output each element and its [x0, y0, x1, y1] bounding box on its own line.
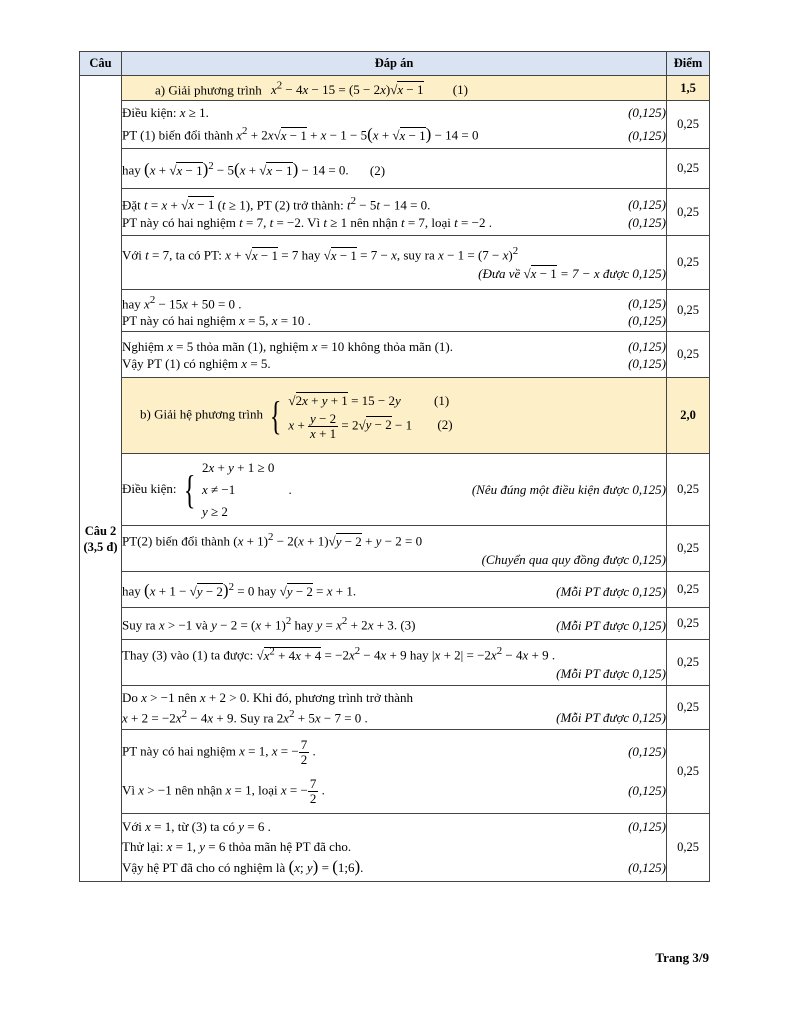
part-a-row-3: Đặt t = x + √x − 1 (t ≥ 1), PT (2) trở thành: $t^2 - 5t - 14 = 0$. (0,125) PT này có hai nghiệm t = 7, t = −2. Vì t ≥ 1 nên nhận t = 7, loại t = −2 . (0,125) 0,25 — [80, 189, 710, 236]
part-b-row-5: Thay (3) vào (1) ta được: $√x^2 + 4x + 4 = -2x^2 - 4x + 9$ hay $|x + 2| = -2x^2 - 4x + 9$ . (Mỗi PT được 0,125) 0,25 — [80, 640, 710, 686]
part-a-row-1: Điều kiện: x ≥ 1. (0,125) PT (1) biến đổi thành $x^2 + 2x√x - 1 + x - 1 - 5(x + √x - 1) - 14 = 0$ (0,125) 0,25 — [80, 101, 710, 149]
part-b-score: 2,0 — [667, 378, 710, 454]
part-a-title: a) Giải phương trình $x^2 - 4x - 15 = (5 - 2x)√x - 1$ (1) — [122, 76, 667, 101]
score-cell: 0,25 — [667, 236, 710, 290]
part-a-row-6: Nghiệm x = 5 thỏa mãn (1), nghiệm x = 10 không thỏa mãn (1). (0,125) Vậy PT (1) có nghiệm x = 5. (0,125) 0,25 — [80, 332, 710, 378]
score-cell: 0,25 — [667, 686, 710, 730]
part-b-title-row — [80, 378, 710, 454]
part-b-row-4: Suy ra x > −1 và $y - 2 = (x + 1)^2$ hay $y = x^2 + 2x + 3$. (3) (Mỗi PT được 0,125) 0,25 — [80, 608, 710, 640]
score-cell: 0,25 — [667, 572, 710, 608]
part-b-row-6: Do x > −1 nên x + 2 > 0. Khi đó, phương trình trở thành $x + 2 = -2x^2 - 4x + 9$. Suy ra $2x^2 + 5x - 7 = 0$ . (Mỗi PT được 0,125) 0,25 — [80, 686, 710, 730]
score-cell: 0,25 — [667, 608, 710, 640]
part-a-title-row — [80, 76, 710, 101]
part-a-row-2: hay $(x + √x - 1)^2 - 5(x + √x - 1) - 14 = 0$. (2) 0,25 — [80, 149, 710, 189]
part-b-row-2: PT(2) biến đổi thành $(x + 1)^2 - 2(x + 1)√y - 2 + y - 2 = 0$ (Chuyển qua quy đồng được 0,125) 0,25 — [80, 526, 710, 572]
score-cell: 0,25 — [667, 149, 710, 189]
part-b-title: b) Giải hệ phương trình { √2x + y + 1 = 15 − 2y (1) x + $\frac{y - 2}{x + 1}$ = 2√y − 2 − 1 (2) — [122, 378, 667, 454]
part-a-row-4: Với t = 7, ta có PT: x + √x − 1 = 7 hay √x − 1 = 7 − x, suy ra $x - 1 = (7 - x)^2$ (Đưa về √x − 1 = 7 − x được 0,125) 0,25 — [80, 236, 710, 290]
score-cell: 0,25 — [667, 454, 710, 526]
score-cell: 0,25 — [667, 640, 710, 686]
part-b-row-7: PT này có hai nghiệm x = 1, x = − $\frac{7}{2}$ . (0,125) Vì x > −1 nên nhận x = 1, loại x = − $\frac{7}{2}$ . (0,125) 0,25 — [80, 730, 710, 814]
score-cell: 0,25 — [667, 814, 710, 882]
part-a-score: 1,5 — [667, 76, 710, 101]
part-b-row-8: Với x = 1, từ (3) ta có y = 6 . (0,125) Thử lại: x = 1, y = 6 thỏa mãn hệ PT đã cho. Vậy hệ PT đã cho có nghiệm là (x; y) = (1;6). (0,125) 0,25 — [80, 814, 710, 882]
score-cell: 0,25 — [667, 332, 710, 378]
score-cell: 0,25 — [667, 526, 710, 572]
part-b-row-3: hay $(x + 1 - √y - 2)^2 = 0$ hay √y − 2 = x + 1. (Mỗi PT được 0,125) 0,25 — [80, 572, 710, 608]
score-cell: 0,25 — [667, 290, 710, 332]
score-cell: 0,25 — [667, 189, 710, 236]
header-dapan: Đáp án — [122, 52, 667, 76]
page-number: Trang 3/9 — [655, 950, 709, 965]
question-label: Câu 2 (3,5 đ) — [80, 76, 122, 882]
header-cau: Câu — [80, 52, 122, 76]
score-cell: 0,25 — [667, 101, 710, 149]
answer-table — [79, 51, 710, 882]
header-diem: Điểm — [667, 52, 710, 76]
part-b-row-1: Điều kiện: { 2x + y + 1 ≥ 0 x ≠ −1 . y ≥ 2 (Nêu đúng một điều kiện được 0,125) 0,25 — [80, 454, 710, 526]
score-cell: 0,25 — [667, 730, 710, 814]
part-a-row-5: hay $x^2 - 15x + 50 = 0$ . (0,125) PT này có hai nghiệm x = 5, x = 10 . (0,125) 0,25 — [80, 290, 710, 332]
header-row — [80, 52, 710, 76]
